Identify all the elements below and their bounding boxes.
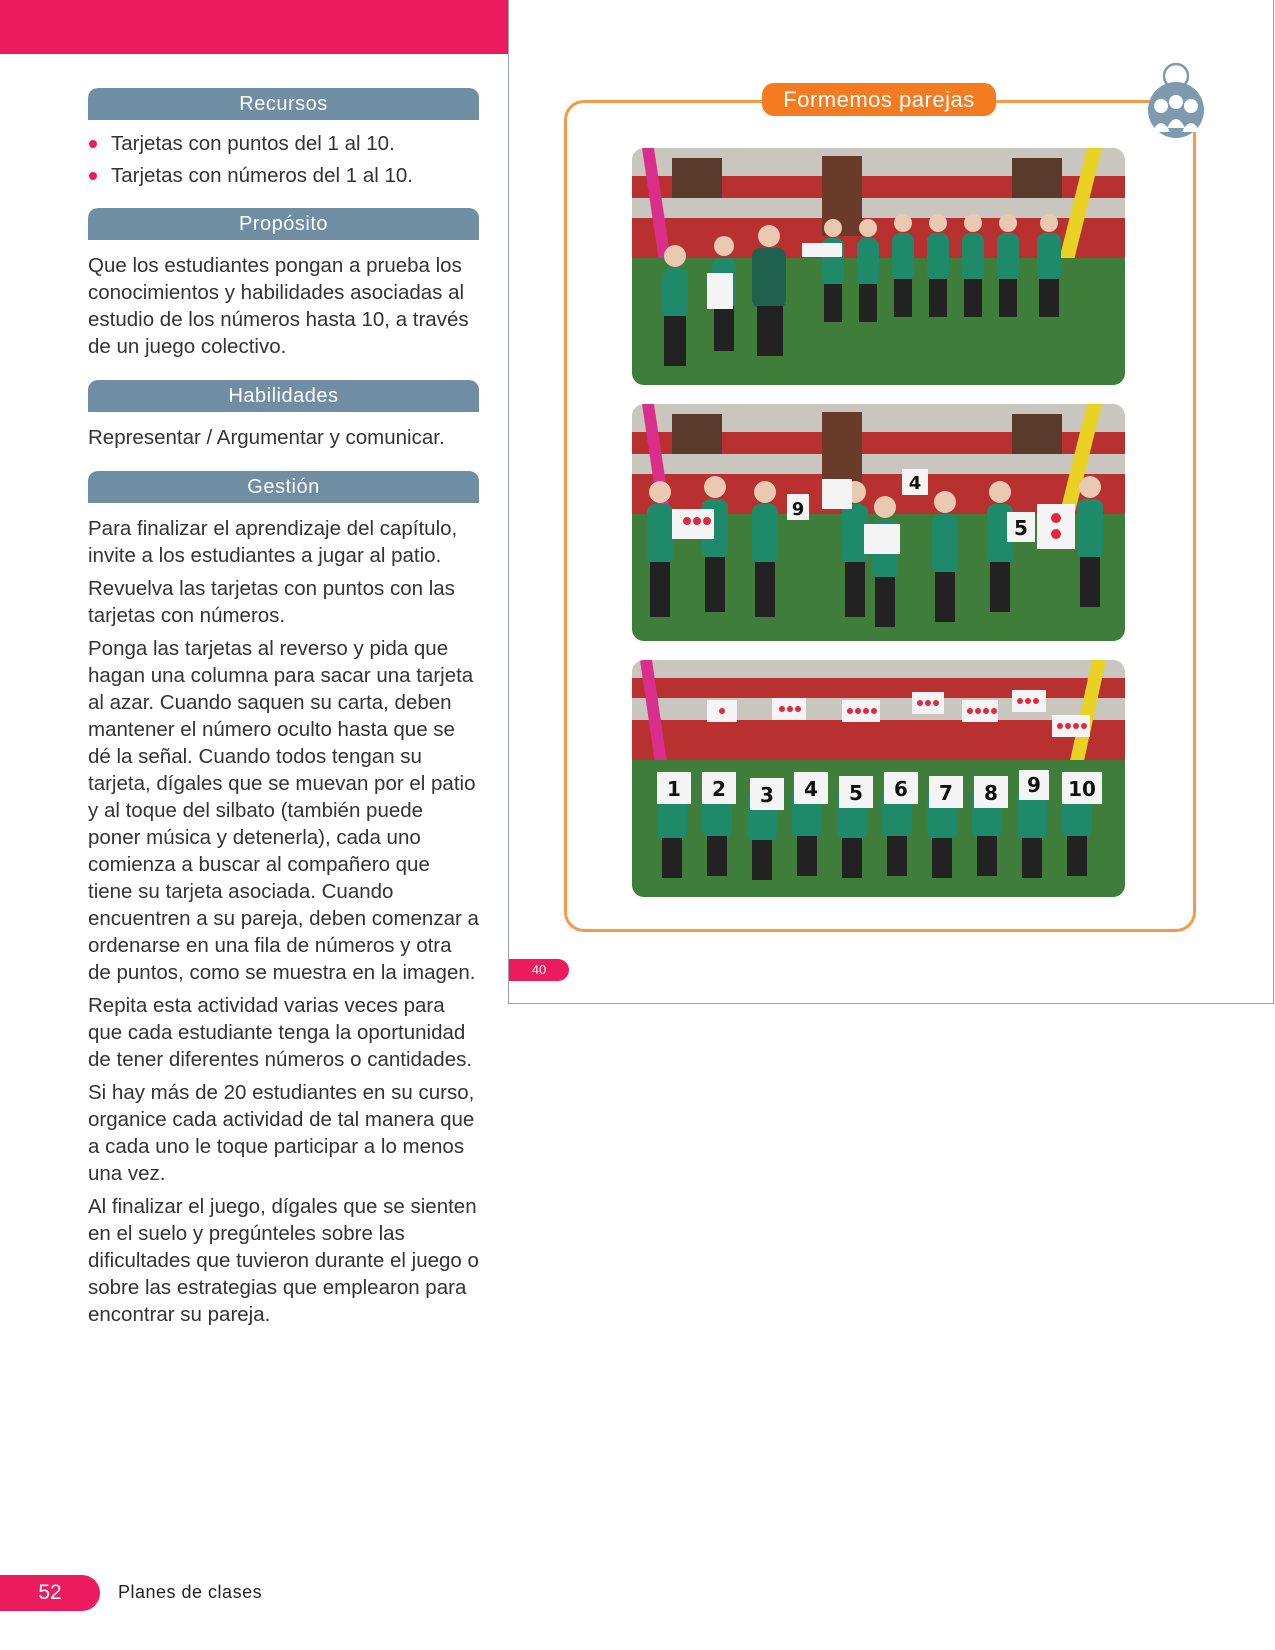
list-item: Tarjetas con puntos del 1 al 10.	[88, 132, 479, 156]
footer-section-label: Planes de clases	[118, 1582, 263, 1602]
card-number: 1	[667, 777, 681, 801]
card-number: 4	[804, 777, 818, 801]
page-number: 52	[0, 1575, 100, 1611]
card-number: 2	[712, 777, 726, 801]
photo-students-line	[632, 148, 1125, 385]
photo-students-matching	[632, 404, 1125, 641]
purpose-text: Que los estudiantes pongan a prueba los conocimientos y habilidades asociadas al estudio de los números hasta 10, a través de un juego colectivo.	[88, 254, 469, 358]
section-header-recursos: Recursos	[88, 88, 479, 120]
card-number: 4	[908, 473, 922, 494]
card-number: 5	[1014, 516, 1028, 540]
management-paragraph: Ponga las tarjetas al reverso y pida que hagan una columna para sacar una tarjeta al azar. Cuando saquen su carta, deben mantener el número oculto hasta que se dé la señal. Cuando todos tengan su tarjeta, dígales que se muevan por el patio y al toque del silbato (también puede poner música y detenerla), cada uno comienza a buscar al compañero que tiene su tarjeta asociada. Cuando encuentren a su pareja, deben comenzar a ordenarse en una fila de números y otra de puntos, como se muestra en la imagen.	[88, 637, 479, 984]
management-paragraph: Para finalizar el aprendizaje del capítulo, invite a los estudiantes a jugar al patio.	[88, 517, 458, 567]
skills-text: Representar / Argumentar y comunicar.	[88, 426, 445, 449]
student-book-page-thumbnail	[508, 0, 1274, 1004]
management-paragraph: Repita esta actividad varias veces para que cada estudiante tenga la oportunidad de tener diferentes números o cantidades.	[88, 994, 473, 1071]
group-work-icon	[1141, 62, 1211, 146]
management-text	[88, 515, 479, 1328]
activity-title: Formemos parejas	[762, 83, 996, 116]
management-paragraph: Al finalizar el juego, dígales que se sienten en el suelo y pregúnteles sobre las dificultades que tuvieron durante el juego o sobre las estrategias que emplearon para encontrar su pareja.	[88, 1195, 479, 1326]
list-item: Tarjetas con números del 1 al 10.	[88, 164, 479, 188]
card-number: 10	[1068, 777, 1096, 801]
management-paragraph: Revuelva las tarjetas con puntos con las tarjetas con números.	[88, 577, 455, 627]
inner-page-number: 40	[509, 959, 569, 981]
card-number: 9	[1027, 773, 1041, 797]
top-accent-band	[0, 0, 509, 54]
section-header-proposito: Propósito	[88, 208, 479, 240]
section-header-gestion: Gestión	[88, 471, 479, 503]
card-number: 9	[791, 499, 805, 520]
card-number: 6	[894, 777, 908, 801]
card-number: 5	[849, 781, 863, 805]
management-paragraph: Si hay más de 20 estudiantes en su curso, organice cada actividad de tal manera que a cada uno le toque participar a lo menos una vez.	[88, 1081, 475, 1185]
photo-students-ordered-rows	[632, 660, 1125, 897]
section-header-habilidades: Habilidades	[88, 380, 479, 412]
resources-list	[88, 132, 479, 188]
card-number: 3	[760, 783, 774, 807]
card-number: 7	[939, 781, 953, 805]
card-number: 8	[984, 781, 998, 805]
teacher-notes-column	[88, 88, 479, 1334]
